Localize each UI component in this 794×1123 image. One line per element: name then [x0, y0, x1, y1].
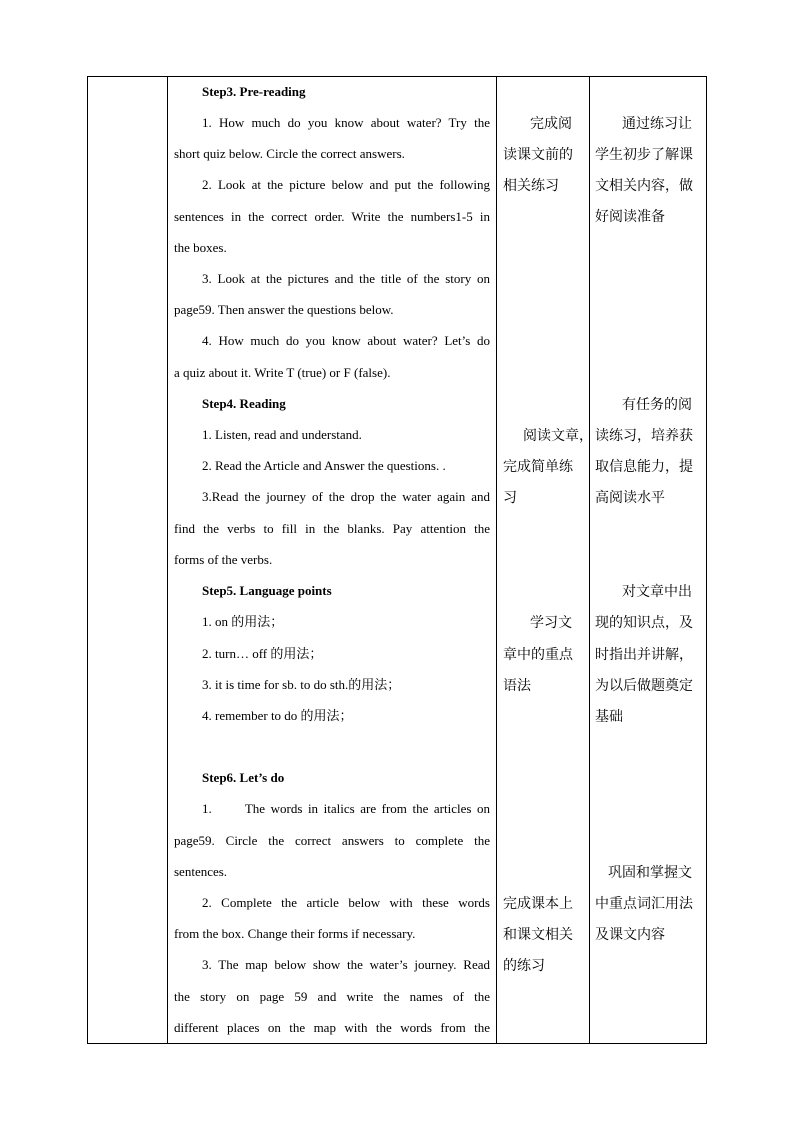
step6-line: 1. The words in italics are from the articles on [202, 801, 490, 816]
step6-line: 2. Complete the article below with these words [202, 895, 490, 910]
purpose-step5-line: 时指出并讲解， [595, 647, 693, 663]
activity-step6-line: 完成课本上 [503, 896, 573, 912]
activity-step6-line: 的练习 [503, 958, 545, 974]
step5-line: 2. turn… off 的用法； [202, 646, 323, 661]
step4-title: Step4. Reading [202, 396, 286, 411]
column-divider-1 [167, 76, 168, 1043]
step3-line: the boxes. [174, 240, 227, 255]
table-bottom-border [87, 1043, 707, 1044]
step3-line: 1. How much do you know about water? Try the [202, 115, 490, 130]
step6-title: Step6. Let’s do [202, 770, 285, 785]
purpose-step3-line: 好阅读准备 [595, 209, 665, 225]
column-divider-3 [589, 76, 590, 1043]
step3-line: 4. How much do you know about water? Let’s do [202, 333, 490, 348]
activity-step5-line: 学习文 [530, 615, 572, 631]
purpose-step5-line: 基础 [595, 709, 623, 725]
purpose-step3-line: 通过练习让 [622, 116, 692, 132]
activity-step5-line: 语法 [503, 678, 531, 694]
activity-step4-line: 完成简单练 [503, 459, 573, 475]
step3-line: sentences in the correct order. Write the numbers1-5 in [174, 209, 490, 224]
purpose-step6-line: 巩固和掌握文 [608, 865, 692, 881]
activity-step4-line: 习 [503, 490, 517, 506]
step4-line: 1. Listen, read and understand. [202, 427, 362, 442]
purpose-step3-line: 文相关内容，做 [595, 178, 693, 194]
step4-line: find the verbs to fill in the blanks. Pay attention the [174, 521, 490, 536]
step6-line: from the box. Change their forms if necessary. [174, 926, 416, 941]
purpose-step4-line: 取信息能力，提 [595, 459, 693, 475]
step3-line: page59. Then answer the questions below. [174, 302, 394, 317]
activity-step4-line: 阅读文章， [523, 428, 593, 444]
activity-step5-line: 章中的重点 [503, 647, 573, 663]
step4-line: 3.Read the journey of the drop the water again and [202, 489, 490, 504]
table-right-border [706, 76, 707, 1043]
step6-line: sentences. [174, 864, 228, 879]
purpose-step6-line: 中重点词汇用法 [595, 896, 693, 912]
purpose-step4-line: 读练习，培养获 [595, 428, 693, 444]
purpose-step3-line: 学生初步了解课 [595, 147, 693, 163]
step5-title: Step5. Language points [202, 583, 332, 598]
step4-line: forms of the verbs. [174, 552, 273, 567]
column-divider-2 [496, 76, 497, 1043]
purpose-step4-line: 有任务的阅 [622, 397, 692, 413]
step5-line: 4. remember to do 的用法； [202, 708, 353, 723]
purpose-step5-line: 现的知识点，及 [595, 615, 693, 631]
activity-step3-line: 相关练习 [503, 178, 559, 194]
step3-line: 2. Look at the picture below and put the following [202, 177, 490, 192]
step3-title: Step3. Pre-reading [202, 84, 306, 99]
purpose-step5-line: 对文章中出 [622, 584, 692, 600]
purpose-step6-line: 及课文内容 [595, 927, 665, 943]
step4-line: 2. Read the Article and Answer the questions. . [202, 458, 446, 473]
step3-line: short quiz below. Circle the correct answers. [174, 146, 405, 161]
step5-line: 3. it is time for sb. to do sth.的用法； [202, 677, 401, 692]
activity-step3-line: 完成阅 [530, 116, 572, 132]
step5-line: 1. on 的用法； [202, 614, 284, 629]
step3-line: a quiz about it. Write T (true) or F (false). [174, 365, 391, 380]
table-left-border [87, 76, 88, 1043]
activity-step6-line: 和课文相关 [503, 927, 573, 943]
step6-line: page59. Circle the correct answers to complete the [174, 833, 490, 848]
purpose-step5-line: 为以后做题奠定 [595, 678, 693, 694]
table-top-border [87, 76, 707, 77]
step3-line: 3. Look at the pictures and the title of the story on [202, 271, 490, 286]
activity-step3-line: 读课文前的 [503, 147, 573, 163]
step6-line: different places on the map with the words from the [174, 1020, 490, 1035]
step6-line: the story on page 59 and write the names of the [174, 989, 490, 1004]
purpose-step4-line: 高阅读水平 [595, 490, 665, 506]
step6-line: 3. The map below show the water’s journey. Read [202, 957, 490, 972]
